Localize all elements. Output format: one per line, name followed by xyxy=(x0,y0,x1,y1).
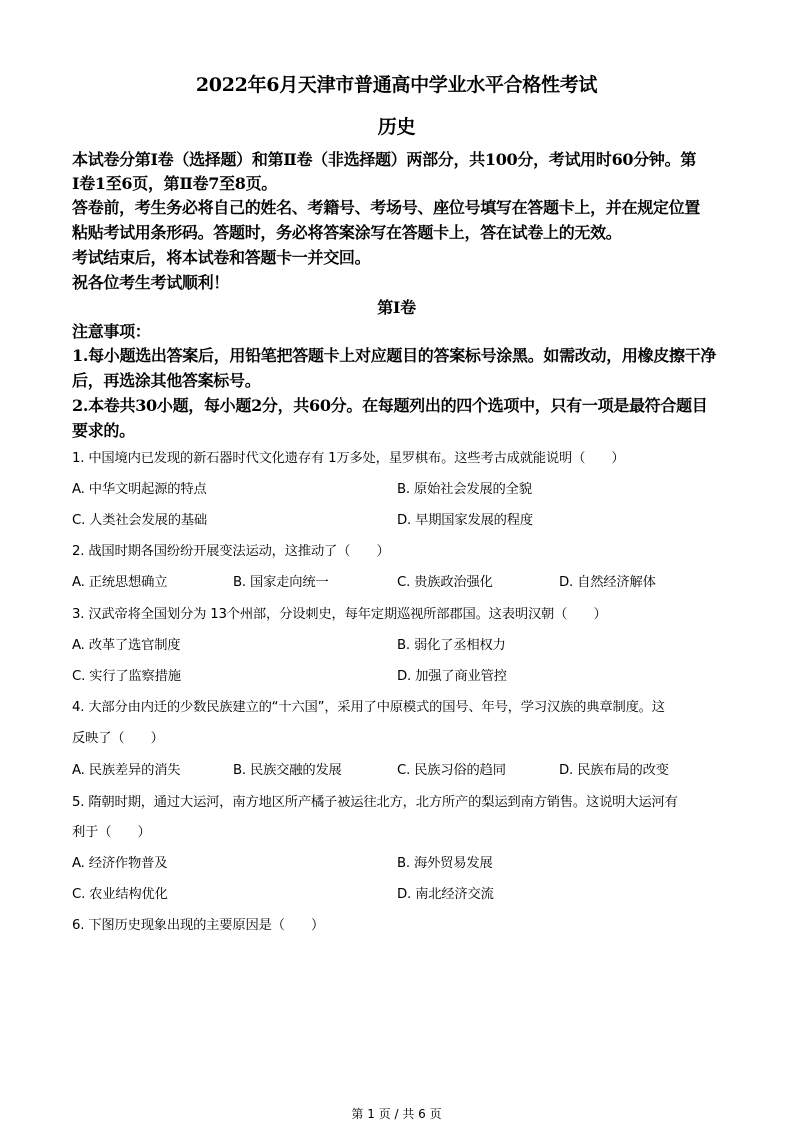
option: A. 中华文明起源的特点 xyxy=(72,482,207,497)
question-stem: 4. 大部分由内迁的少数民族建立的“十六国”，采用了中原模式的国号、年号，学习汉族的典章制度。这 xyxy=(72,700,665,715)
option: D. 早期国家发展的程度 xyxy=(397,513,533,528)
note-line: 后，再选涂其他答案标号。 xyxy=(72,371,261,390)
option: D. 加强了商业管控 xyxy=(397,669,507,684)
option: B. 国家走向统一 xyxy=(233,575,329,590)
option: A. 改革了选官制度 xyxy=(72,638,181,653)
notes-heading: 注意事项： xyxy=(72,322,151,341)
page-footer: 第 1 页 / 共 6 页 xyxy=(351,1107,442,1121)
option: A. 民族差异的消失 xyxy=(72,763,181,778)
option: C. 农业结构优化 xyxy=(72,887,168,902)
question-stem: 1. 中国境内已发现的新石器时代文化遗存有 1万多处，星罗棋布。这些考古成就能说明（ ） xyxy=(72,451,625,466)
note-line: 2.本卷共30小题，每小题2分，共60分。在每题列出的四个选项中，只有一项是最符合题目 xyxy=(72,396,708,415)
option: C. 民族习俗的趋同 xyxy=(397,763,506,778)
option: C. 贵族政治强化 xyxy=(397,575,493,590)
question-stem: 2. 战国时期各国纷纷开展变法运动，这推动了（ ） xyxy=(72,544,390,559)
note-line: 要求的。 xyxy=(72,421,135,440)
intro-line: 粘贴考试用条形码。答题时，务必将答案涂写在答题卡上，答在试卷上的无效。 xyxy=(72,223,622,242)
question-stem: 反映了（ ） xyxy=(72,731,164,746)
intro-line: 祝各位考生考试顺利！ xyxy=(72,273,230,292)
option: B. 海外贸易发展 xyxy=(397,856,493,871)
option: C. 实行了监察措施 xyxy=(72,669,181,684)
option: A. 正统思想确立 xyxy=(72,575,168,590)
question-stem: 利于（ ） xyxy=(72,825,151,840)
option: B. 弱化了丞相权力 xyxy=(397,638,506,653)
option: C. 人类社会发展的基础 xyxy=(72,513,208,528)
option: B. 民族交融的发展 xyxy=(233,763,342,778)
question-stem: 3. 汉武帝将全国划分为 13个州部，分设刺史，每年定期巡视所部郡国。这表明汉朝（ ） xyxy=(72,607,607,622)
question-stem: 6. 下图历史现象出现的主要原因是（ ） xyxy=(72,918,325,933)
option: A. 经济作物普及 xyxy=(72,856,168,871)
option: D. 民族布局的改变 xyxy=(559,763,669,778)
exam-title: 2022年6月天津市普通高中学业水平合格性考试 xyxy=(195,74,598,96)
intro-line: 答卷前，考生务必将自己的姓名、考籍号、考场号、座位号填写在答题卡上，并在规定位置 xyxy=(72,198,701,217)
section-heading: 第Ⅰ卷 xyxy=(377,298,416,317)
option: D. 南北经济交流 xyxy=(397,887,494,902)
intro-line: Ⅰ卷1至6页，第Ⅱ卷7至8页。 xyxy=(72,174,278,193)
option: B. 原始社会发展的全貌 xyxy=(397,482,532,497)
intro-line: 本试卷分第Ⅰ卷（选择题）和第Ⅱ卷（非选择题）两部分，共100分，考试用时60分钟。第 xyxy=(72,150,697,169)
subject-title: 历史 xyxy=(377,116,416,138)
option: D. 自然经济解体 xyxy=(559,575,656,590)
intro-line: 考试结束后，将本试卷和答题卡一并交回。 xyxy=(72,248,371,267)
note-line: 1.每小题选出答案后，用铅笔把答题卡上对应题目的答案标号涂黑。如需改动，用橡皮擦干净 xyxy=(72,346,717,365)
question-stem: 5. 隋朝时期，通过大运河，南方地区所产橘子被运往北方，北方所产的梨运到南方销售。这说明大运河有 xyxy=(72,795,678,810)
